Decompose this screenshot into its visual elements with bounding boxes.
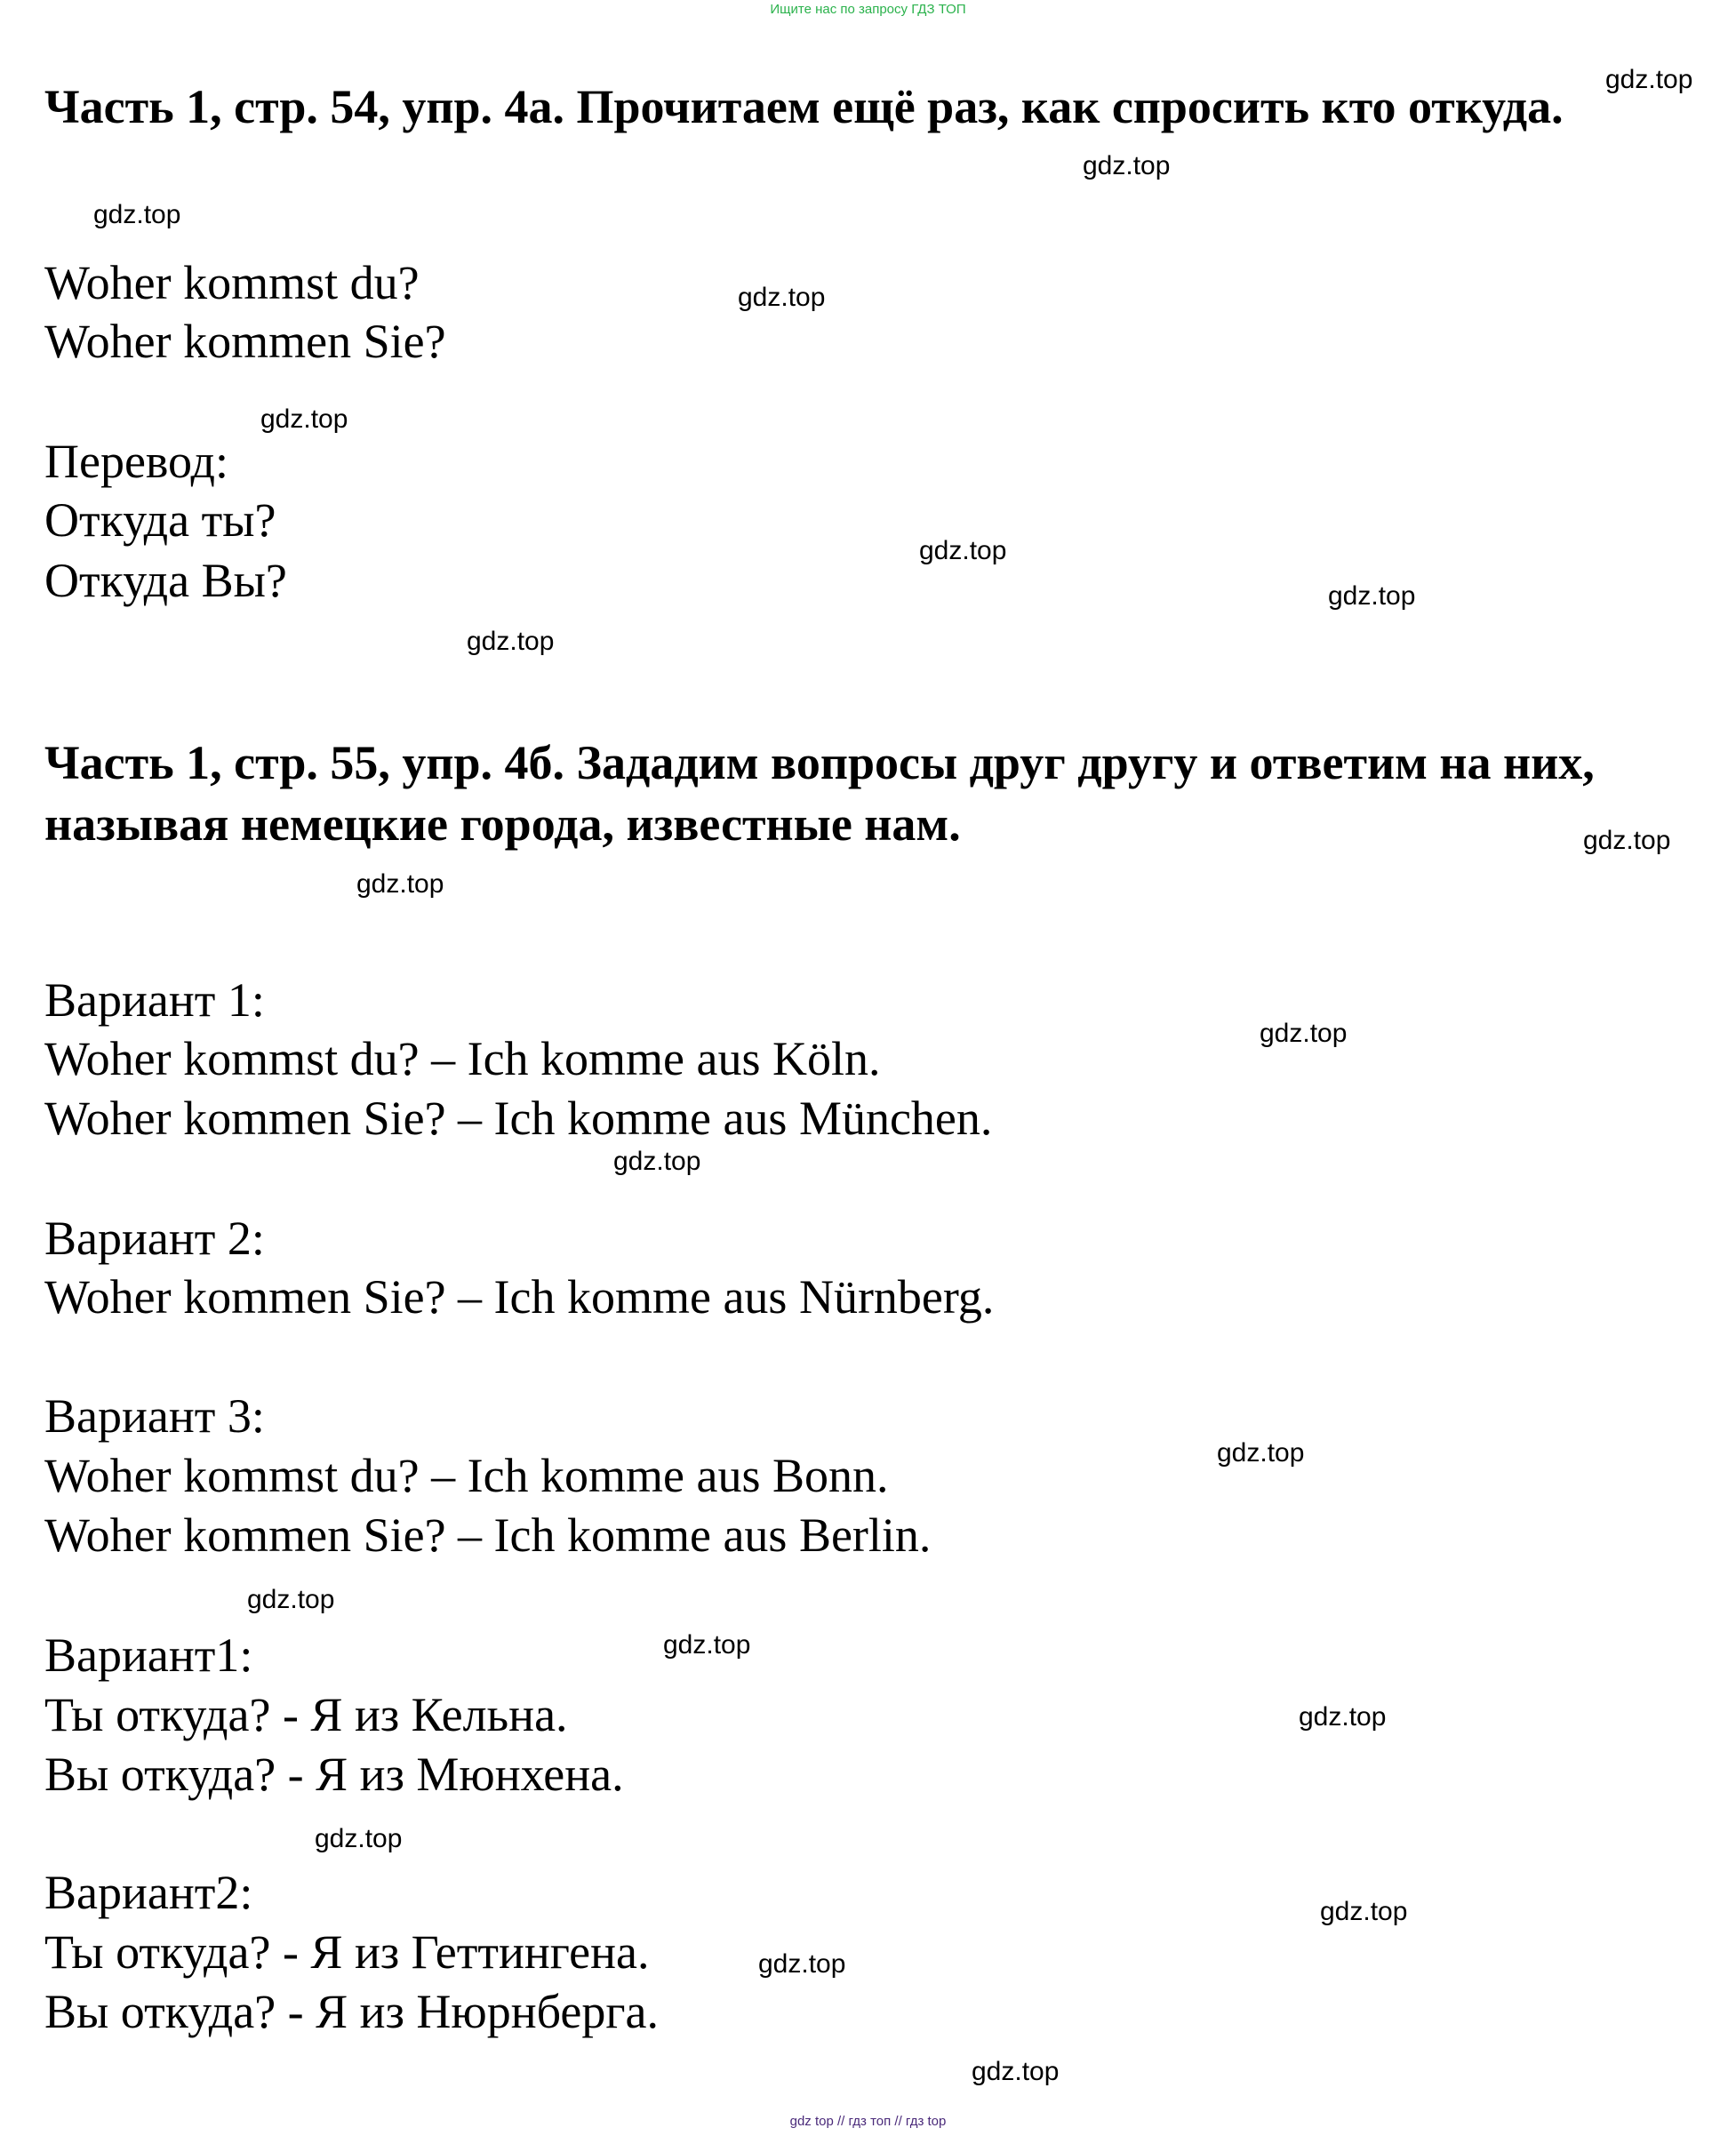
watermark: gdz.top (1320, 1897, 1408, 1926)
exercise-1-line-1: Woher kommst du? (44, 256, 420, 309)
translation-line-2: Откуда Вы? (44, 554, 287, 607)
variant-2-line-1: Woher kommen Sie? – Ich komme aus Nürnberg. (44, 1270, 995, 1324)
exercise-1-title: Часть 1, стр. 54, упр. 4а. Прочитаем ещё раз, как спросить кто откуда. (44, 80, 1564, 133)
variant-3-line-2: Woher kommen Sie? – Ich komme aus Berlin. (44, 1508, 932, 1562)
watermark: gdz.top (467, 627, 555, 656)
exercise-2-title: Часть 1, стр. 55, упр. 4б. Зададим вопросы друг другу и ответим на них, называя немецкие города, известные нам. (44, 736, 1595, 851)
watermark: gdz.top (356, 869, 444, 899)
watermark: gdz.top (1083, 151, 1171, 180)
watermark: gdz.top (919, 536, 1007, 565)
variant-3-line-1: Woher kommst du? – Ich komme aus Bonn. (44, 1449, 889, 1502)
watermark: gdz.top (738, 283, 826, 312)
watermark: gdz.top (1605, 65, 1693, 94)
watermark: gdz.top (247, 1585, 335, 1614)
watermark: gdz.top (758, 1949, 846, 1979)
watermark: gdz.top (1260, 1019, 1348, 1048)
translation-variant-1-label: Вариант1: (44, 1628, 253, 1682)
watermark: gdz.top (260, 404, 348, 434)
exercise-1-line-2: Woher kommen Sie? (44, 315, 446, 368)
variant-1-line-2: Woher kommen Sie? – Ich komme aus München. (44, 1092, 993, 1145)
watermark: gdz.top (972, 2057, 1060, 2086)
watermark: gdz.top (315, 1824, 403, 1853)
translation-label: Перевод: (44, 435, 228, 488)
translation-variant-1-line-2: Вы откуда? - Я из Мюнхена. (44, 1748, 624, 1801)
translation-variant-2-line-1: Ты откуда? - Я из Геттингена. (44, 1925, 650, 1979)
translation-variant-2-label: Вариант2: (44, 1866, 253, 1919)
variant-1-label: Вариант 1: (44, 973, 265, 1027)
variant-3-label: Вариант 3: (44, 1389, 265, 1443)
header-search-note: Ищите нас по запросу ГДЗ ТОП (770, 2, 966, 17)
watermark: gdz.top (613, 1147, 701, 1176)
watermark: gdz.top (1328, 581, 1416, 611)
watermark: gdz.top (93, 200, 181, 229)
translation-variant-2-line-2: Вы откуда? - Я из Нюрнберга. (44, 1985, 659, 2038)
watermark: gdz.top (1299, 1702, 1387, 1732)
watermark: gdz.top (663, 1630, 751, 1660)
footer-note: gdz top // гдз топ // гдз top (789, 2114, 947, 2129)
variant-1-line-1: Woher kommst du? – Ich komme aus Köln. (44, 1032, 881, 1085)
watermark: gdz.top (1583, 826, 1671, 855)
variant-2-label: Вариант 2: (44, 1212, 265, 1265)
watermark: gdz.top (1217, 1438, 1305, 1468)
translation-variant-1-line-1: Ты откуда? - Я из Кельна. (44, 1688, 568, 1741)
translation-line-1: Откуда ты? (44, 493, 276, 547)
